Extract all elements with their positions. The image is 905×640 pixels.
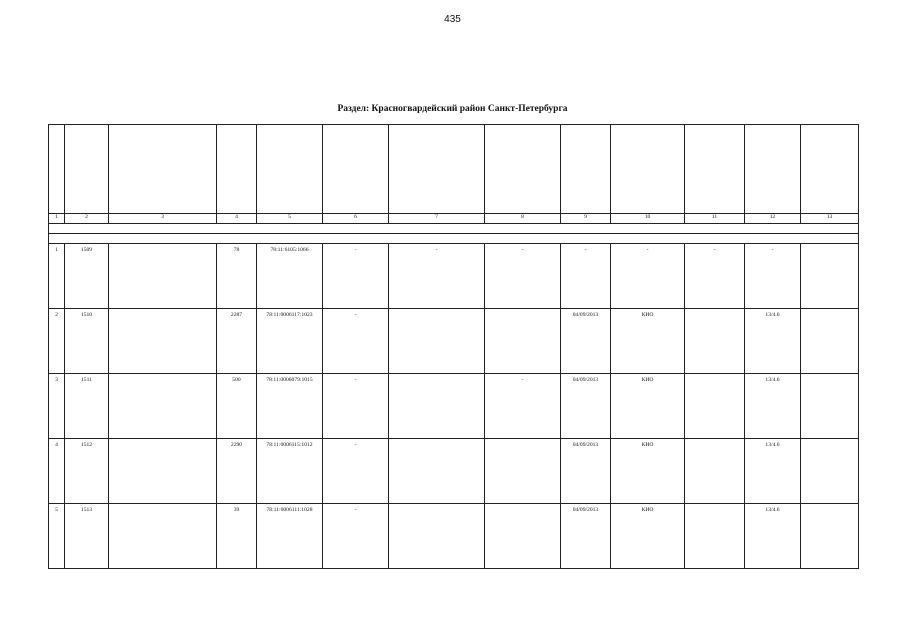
column-number: 13 — [801, 214, 859, 224]
column-number: 6 — [323, 214, 389, 224]
table-cell — [801, 439, 859, 504]
table-cell: - — [561, 244, 611, 309]
table-cell — [389, 374, 485, 439]
table-cell: - — [485, 244, 561, 309]
header-cell — [217, 125, 257, 214]
header-cell — [109, 125, 217, 214]
table-row — [49, 244, 859, 309]
header-cell — [685, 125, 745, 214]
header-cell — [257, 125, 323, 214]
section-title: Раздел: Красногвардейский район Санкт-Петербурга — [337, 104, 568, 114]
table-cell: 13/4.6 — [745, 309, 801, 374]
header-cell — [801, 125, 859, 214]
table-cell — [685, 439, 745, 504]
table-cell — [109, 439, 217, 504]
registry-table — [48, 124, 859, 569]
table-cell: 2290 — [217, 439, 257, 504]
table-cell — [801, 504, 859, 569]
table-cell: - — [323, 309, 389, 374]
table-cell: КИО — [611, 374, 685, 439]
table-cell: 1513 — [65, 504, 109, 569]
table-cell: 04/09/2013 — [561, 504, 611, 569]
table-cell — [485, 439, 561, 504]
table-cell — [801, 244, 859, 309]
column-number: 9 — [561, 214, 611, 224]
table-cell: 3 — [49, 374, 65, 439]
table-cell — [685, 374, 745, 439]
column-number: 1 — [49, 214, 65, 224]
table-cell: 13/4.6 — [745, 374, 801, 439]
table-cell — [801, 309, 859, 374]
column-number: 11 — [685, 214, 745, 224]
table-row — [49, 504, 859, 569]
table-cell: 1511 — [65, 374, 109, 439]
table-cell — [685, 504, 745, 569]
header-cell — [65, 125, 109, 214]
table-cell: 4 — [49, 439, 65, 504]
header-cell — [745, 125, 801, 214]
table-cell — [389, 439, 485, 504]
column-number: 4 — [217, 214, 257, 224]
table-cell: 5 — [49, 504, 65, 569]
table-cell: - — [323, 374, 389, 439]
column-number: 12 — [745, 214, 801, 224]
table-cell — [685, 309, 745, 374]
table-cell: 78:11:6105:1066 — [257, 244, 323, 309]
table-cell: 78 — [217, 244, 257, 309]
table-cell: 1512 — [65, 439, 109, 504]
table-cell — [109, 504, 217, 569]
column-number: 7 — [389, 214, 485, 224]
table-cell: - — [323, 504, 389, 569]
table-cell: 39 — [217, 504, 257, 569]
table-cell — [485, 504, 561, 569]
table-cell — [801, 374, 859, 439]
header-cell — [49, 125, 65, 214]
header-cell — [611, 125, 685, 214]
table-cell: КИО — [611, 504, 685, 569]
header-cell — [485, 125, 561, 214]
table-cell — [389, 504, 485, 569]
column-number-row — [49, 214, 859, 224]
page-number: 435 — [444, 14, 461, 25]
group-row — [49, 224, 859, 234]
table-cell: 04/09/2013 — [561, 309, 611, 374]
subgroup-row — [49, 234, 859, 244]
table-cell: - — [611, 244, 685, 309]
table-cell: - — [323, 439, 389, 504]
table-cell: - — [485, 374, 561, 439]
table-cell: 78:11:0006079:1015 — [257, 374, 323, 439]
table-cell: 04/09/2013 — [561, 374, 611, 439]
table-cell: 500 — [217, 374, 257, 439]
table-cell: 13/4.6 — [745, 504, 801, 569]
table-row — [49, 309, 859, 374]
header-row — [49, 125, 859, 214]
table-cell — [389, 309, 485, 374]
table-cell: 13/4.6 — [745, 439, 801, 504]
table-cell: - — [389, 244, 485, 309]
table-cell: - — [685, 244, 745, 309]
table-cell — [109, 309, 217, 374]
data-rows — [49, 244, 859, 569]
table-row — [49, 374, 859, 439]
table-row — [49, 439, 859, 504]
subgroup-heading — [49, 234, 859, 244]
table-cell: 04/09/2013 — [561, 439, 611, 504]
table-cell: 1510 — [65, 309, 109, 374]
table-cell: - — [323, 244, 389, 309]
table-cell: 78:11:0006117:1023 — [257, 309, 323, 374]
table-cell — [109, 244, 217, 309]
table-cell: 78:11:0006115:1012 — [257, 439, 323, 504]
header-cell — [323, 125, 389, 214]
column-number: 8 — [485, 214, 561, 224]
table-cell: 1509 — [65, 244, 109, 309]
column-number: 5 — [257, 214, 323, 224]
table-cell: 78:11:0006111:1028 — [257, 504, 323, 569]
table-cell: 2287 — [217, 309, 257, 374]
table-cell — [109, 374, 217, 439]
column-number: 2 — [65, 214, 109, 224]
table-cell: КИО — [611, 309, 685, 374]
header-cell — [389, 125, 485, 214]
table-cell: КИО — [611, 439, 685, 504]
group-heading — [49, 224, 859, 234]
table-cell: 1 — [49, 244, 65, 309]
table-cell: 2 — [49, 309, 65, 374]
column-number: 3 — [109, 214, 217, 224]
column-number: 10 — [611, 214, 685, 224]
header-cell — [561, 125, 611, 214]
table-cell: - — [745, 244, 801, 309]
table-cell — [485, 309, 561, 374]
